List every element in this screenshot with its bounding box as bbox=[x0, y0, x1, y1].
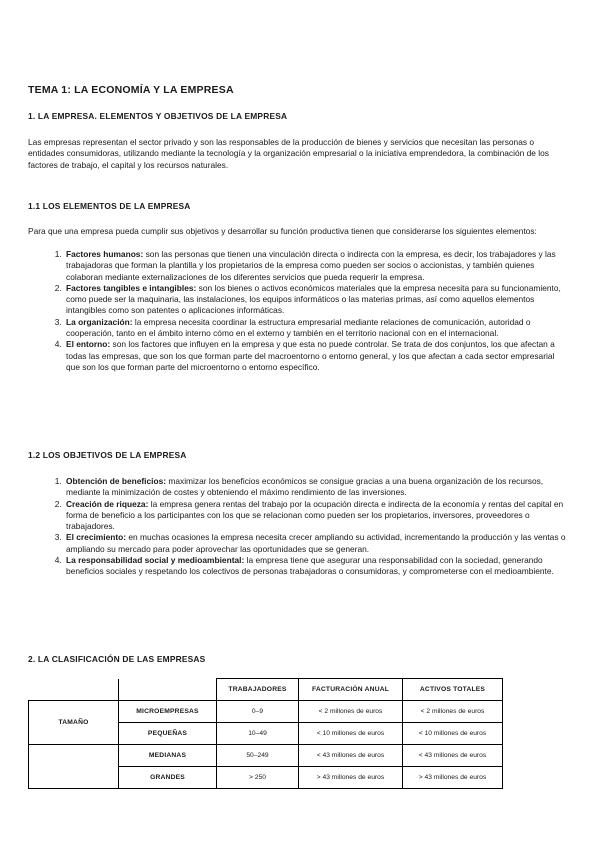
table-cell: < 10 millones de euros bbox=[299, 723, 403, 745]
table-cell: > 43 millones de euros bbox=[299, 767, 403, 789]
column-header: TRABAJADORES bbox=[217, 679, 299, 701]
table-cell: 50–249 bbox=[217, 745, 299, 767]
item-text: la empresa necesita coordinar la estructura empresarial mediante relaciones de comunicación, autoridad o cooperación, tanto en el ámbito interno cómo en el externo y también en el territorio nacional con en el internacional. bbox=[66, 316, 531, 339]
table-cell: > 250 bbox=[217, 767, 299, 789]
list-item bbox=[64, 283, 570, 317]
group-cell-empty bbox=[29, 745, 119, 789]
group-label: TAMAÑO bbox=[29, 701, 119, 745]
item-term: Factores humanos: bbox=[66, 249, 144, 259]
row-label: MEDIANAS bbox=[119, 745, 217, 767]
table-row bbox=[29, 745, 503, 767]
table-cell: > 43 millones de euros bbox=[403, 767, 503, 789]
column-header: ACTIVOS TOTALES bbox=[403, 679, 503, 701]
list-item bbox=[64, 317, 570, 340]
item-text: son las personas que tienen una vinculación directa o indirecta con la empresa, es decir, los trabajadores y las trabajadoras que forman la plantilla y los propietarios de la empresa como pueden ser socios o accionistas, y también quienes colaboran mediante externalizaciones de los diferentes servicios que pueda requerir la empresa. bbox=[66, 249, 556, 282]
table-corner bbox=[119, 679, 217, 701]
item-text: la empresa genera rentas del trabajo por la ocupación directa e indirecta de la economía y rentas del capital en forma de beneficio a los participantes con los que se relacionan como pueden ser los propietarios, inversores, proveedores o trabajadores. bbox=[66, 498, 564, 532]
section-1-1-intro: Para que una empresa pueda cumplir sus objetivos y desarrollar su función productiva tienen que considerarse los siguientes elementos: bbox=[28, 226, 537, 236]
section-1-intro: Las empresas representan el sector privado y son las responsables de la producción de bienes y servicios que necesitan las personas o entidades consumidoras, utilizando mediante la tecnología y la organización empresarial o la iniciativa emprendedora, la combinación de los factores de trabajo, el capital y los recursos naturales. bbox=[28, 137, 549, 170]
table-cell: < 2 millones de euros bbox=[403, 701, 503, 723]
column-header: FACTURACIÓN ANUAL bbox=[299, 679, 403, 701]
section-1-1-heading: 1.1 LOS ELEMENTOS DE LA EMPRESA bbox=[28, 201, 191, 211]
row-label: MICROEMPRESAS bbox=[119, 701, 217, 723]
list-item bbox=[64, 249, 570, 283]
list-item bbox=[64, 499, 570, 533]
list-item bbox=[64, 339, 570, 373]
list-item bbox=[64, 532, 570, 555]
item-term: Factores tangibles e intangibles: bbox=[66, 282, 197, 293]
item-text: en muchas ocasiones la empresa necesita crecer ampliando su actividad, incrementando la producción y las ventas o ampliando su mercado para poder aprovechar las oportunidades que se generan. bbox=[66, 532, 566, 554]
objectives-list bbox=[28, 476, 570, 578]
list-item bbox=[64, 555, 570, 578]
item-text: la empresa tiene que asegurar una responsabilidad con la sociedad, generando beneficios sociales y respetando los colectivos de personas trabajadoras o consumidoras, y comprometerse con el medioambiente. bbox=[66, 555, 554, 577]
item-term: El crecimiento: bbox=[66, 532, 127, 543]
table-cell: 0–9 bbox=[217, 701, 299, 723]
table-cell: < 2 millones de euros bbox=[299, 701, 403, 723]
section-1-heading: 1. LA EMPRESA. ELEMENTOS Y OBJETIVOS DE LA EMPRESA bbox=[28, 111, 288, 121]
table-cell: < 43 millones de euros bbox=[299, 745, 403, 767]
list-item bbox=[64, 476, 570, 499]
item-term: Creación de riqueza: bbox=[66, 498, 149, 509]
section-2-heading: 2. LA CLASIFICACIÓN DE LAS EMPRESAS bbox=[28, 654, 206, 664]
row-label: PEQUEÑAS bbox=[119, 723, 217, 745]
table-cell: < 43 millones de euros bbox=[403, 745, 503, 767]
item-term: Obtención de beneficios: bbox=[66, 476, 167, 486]
table-header-row bbox=[29, 679, 503, 701]
row-label: GRANDES bbox=[119, 767, 217, 789]
item-text: maximizar los beneficios económicos se consigue gracias a una buena organización de los recursos, mediante la minimización de costes y obteniendo el máximo rendimiento de las inversiones. bbox=[66, 476, 544, 498]
item-text: son los factores que influyen en la empresa y que esta no puede controlar. Se trata de dos conjuntos, los que afectan a todas las empresas, que son los que forman parte del macroentorno o entorno general, y los que afectan a cada sector empresarial que son los que forman parte del microentorno o entorno específico. bbox=[66, 339, 555, 372]
item-text: son los bienes o activos económicos materiales que la empresa necesita para su funcionamiento, como puede ser la maquinaria, las instalaciones, los equipos informáticos o las materias primas, así como aquellos elementos intangibles como son patentes o aplicaciones informáticas. bbox=[66, 282, 561, 316]
item-term: El entorno: bbox=[66, 339, 111, 350]
item-term: La organización: bbox=[66, 316, 133, 327]
section-1-2-heading: 1.2 LOS OBJETIVOS DE LA EMPRESA bbox=[28, 450, 187, 460]
table-cell: 10–49 bbox=[217, 723, 299, 745]
elements-list bbox=[28, 249, 570, 373]
classification-table bbox=[28, 678, 503, 789]
table-corner bbox=[29, 679, 119, 701]
page-title: TEMA 1: LA ECONOMÍA Y LA EMPRESA bbox=[28, 84, 234, 96]
table-row bbox=[29, 701, 503, 723]
item-term: La responsabilidad social y medioambiental: bbox=[66, 555, 245, 566]
table-cell: < 10 millones de euros bbox=[403, 723, 503, 745]
